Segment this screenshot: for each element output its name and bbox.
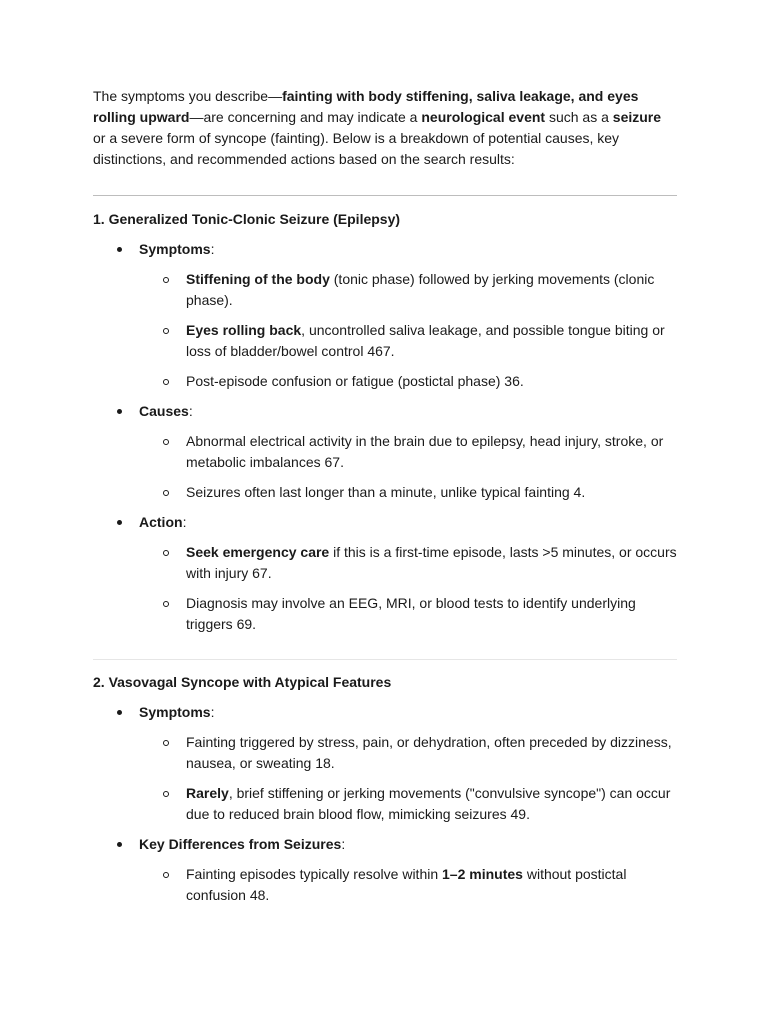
item-bold: Stiffening of the body <box>186 271 330 287</box>
differences-sublist <box>139 864 677 906</box>
section-divider <box>93 659 677 660</box>
label-symptoms: Symptoms <box>139 704 211 720</box>
item-text: Fainting episodes typically resolve within <box>186 866 443 882</box>
intro-bold-symptoms: fainting with body stiffening, saliva leakage, and eyes rolling upward <box>93 88 639 125</box>
section-divider <box>93 195 677 196</box>
item-bold: Eyes rolling back <box>186 322 302 338</box>
intro-bold-seizure: seizure <box>612 109 662 125</box>
intro-paragraph <box>93 86 677 170</box>
list-item-symptoms <box>93 702 677 825</box>
list-item-symptoms <box>93 239 677 392</box>
sublist-item: Seizures often last longer than a minute, unlike typical fainting 4. <box>139 482 677 503</box>
item-bold: Rarely <box>186 785 229 801</box>
sublist-item <box>139 732 677 774</box>
intro-text: —are concerning and may indicate a <box>189 109 422 125</box>
intro-text: such as a <box>545 109 613 125</box>
item-bold: 1–2 minutes <box>442 866 523 882</box>
item-text: , brief stiffening or jerking movements ("convulsive syncope") can occur due to reduced brain blood flow, mimicking seizures 49. <box>186 785 671 822</box>
list-item-action <box>93 512 677 635</box>
item-text: Fainting triggered by stress, pain, or dehydration, often preceded by dizziness, nausea, or sweating 18. <box>186 734 672 771</box>
causes-sublist <box>139 431 677 503</box>
intro-text: or a severe form of syncope (fainting). Below is a breakdown of potential causes, key distinctions, and recommended actions based on the search results: <box>93 130 620 167</box>
sublist-item <box>139 269 677 311</box>
syncope-list <box>93 702 677 906</box>
sublist-item <box>139 542 677 584</box>
sublist-item <box>139 320 677 362</box>
item-bold: Seek emergency care <box>186 544 330 560</box>
symptoms-sublist <box>139 269 677 392</box>
item-text: if this is a first-time episode, lasts >5 minutes, or occurs with injury 67. <box>186 544 677 581</box>
seizure-list <box>93 239 677 635</box>
colon: : <box>341 836 346 852</box>
sublist-item <box>139 864 677 906</box>
intro-text: The symptoms you describe— <box>93 88 283 104</box>
sublist-item <box>139 783 677 825</box>
colon: : <box>210 704 215 720</box>
item-text: without postictal confusion 48. <box>186 866 627 903</box>
document-body <box>93 86 677 915</box>
list-item-causes <box>93 401 677 503</box>
item-text: Diagnosis may involve an EEG, MRI, or blood tests to identify underlying triggers 69. <box>186 595 636 632</box>
label-action: Action <box>139 514 183 530</box>
label-causes: Causes <box>139 403 189 419</box>
sublist-item <box>139 593 677 635</box>
label-symptoms: Symptoms <box>139 241 211 257</box>
label-differences: Key Differences from Seizures <box>139 836 342 852</box>
sublist-item: Abnormal electrical activity in the brain due to epilepsy, head injury, stroke, or metabolic imbalances 67. <box>139 431 677 473</box>
sublist-item <box>139 371 677 392</box>
item-text: (tonic phase) followed by jerking movements (clonic phase). <box>186 271 655 308</box>
colon: : <box>210 241 215 257</box>
section-heading-seizure: 1. Generalized Tonic-Clonic Seizure (Epilepsy) <box>93 211 401 227</box>
symptoms-sublist <box>139 732 677 825</box>
colon: : <box>182 514 187 530</box>
section-heading-syncope: 2. Vasovagal Syncope with Atypical Features <box>93 674 392 690</box>
item-text: Post-episode confusion or fatigue (postictal phase) 36. <box>186 373 524 389</box>
colon: : <box>188 403 193 419</box>
item-text: , uncontrolled saliva leakage, and possible tongue biting or loss of bladder/bowel control 467. <box>186 322 665 359</box>
action-sublist <box>139 542 677 635</box>
intro-bold-neurological: neurological event <box>421 109 546 125</box>
list-item-differences <box>93 834 677 906</box>
